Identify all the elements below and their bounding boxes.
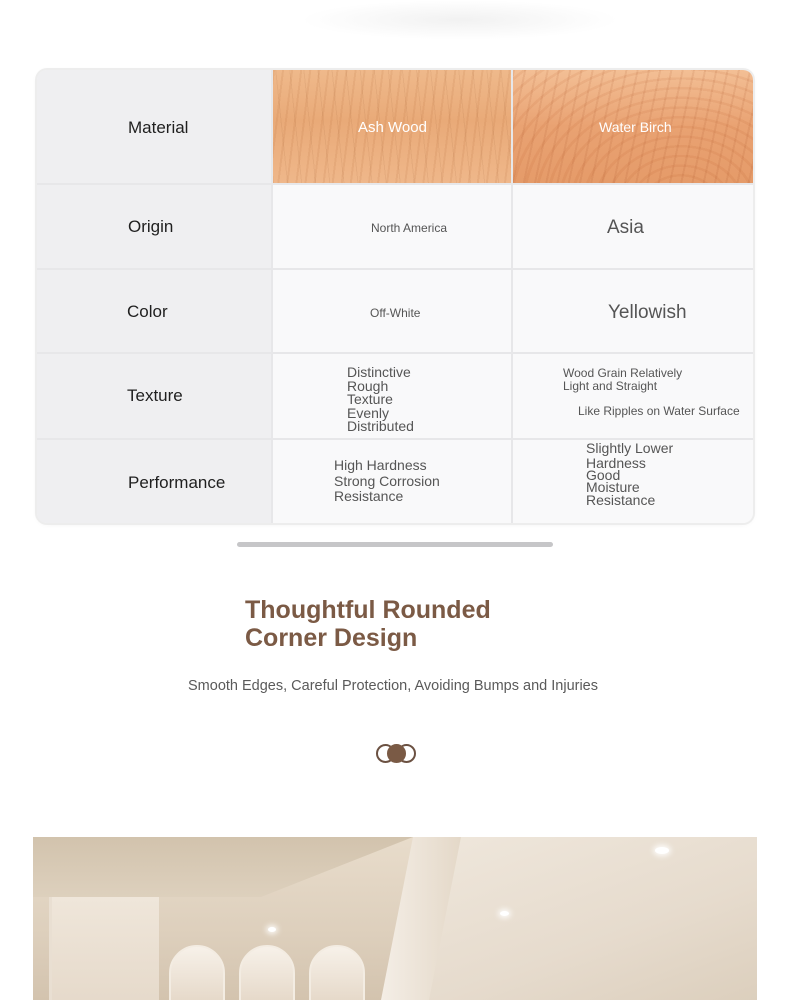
birch-texture-value <box>563 367 682 393</box>
material-comparison-table <box>37 70 753 523</box>
row-label-origin: Origin <box>128 217 174 236</box>
text-line: Resistance <box>334 488 404 504</box>
text-line: Hardness <box>586 455 646 471</box>
water-birch-name: Water Birch <box>599 119 672 135</box>
birch-origin-cell <box>513 185 753 270</box>
horizontal-scrollbar[interactable] <box>237 542 553 547</box>
ash-texture-value <box>347 366 414 434</box>
carousel-indicator <box>375 744 417 764</box>
photo-cabinet-panel <box>49 897 159 1000</box>
photo-arch-niche <box>309 945 365 1000</box>
ash-texture-cell <box>273 354 513 440</box>
text-line: Strong Corrosion <box>334 472 440 489</box>
feature-title <box>245 596 491 652</box>
carousel-dot-2-active[interactable] <box>387 744 406 763</box>
birch-color-value: Yellowish <box>608 302 687 323</box>
text-line: Evenly <box>347 404 390 421</box>
row-label-material: Material <box>128 118 189 137</box>
ash-origin-cell <box>273 185 513 270</box>
ash-origin-value: North America <box>371 221 448 235</box>
birch-texture-cell <box>513 354 753 440</box>
faded-header-graphic <box>300 0 620 40</box>
text-line: Light and Straight <box>563 379 658 393</box>
row-label-cell <box>37 70 273 185</box>
ash-color-cell <box>273 270 513 354</box>
birch-origin-value: Asia <box>607 217 644 238</box>
photo-arch-niche <box>169 945 225 1000</box>
ash-performance-cell <box>273 440 513 523</box>
photo-wall <box>413 837 757 1000</box>
text-line: Slightly Lower <box>586 440 674 456</box>
feature-title-line: Corner Design <box>245 624 418 652</box>
text-line: Good <box>586 467 621 484</box>
text-line: Texture <box>347 391 393 407</box>
feature-title-line: Thoughtful Rounded <box>245 596 491 624</box>
feature-subtitle: Smooth Edges, Careful Protection, Avoiding Bumps and Injuries <box>188 678 598 694</box>
text-line: Rough <box>347 377 389 394</box>
ash-wood-name: Ash Wood <box>358 119 427 136</box>
ceiling-light <box>268 927 276 932</box>
photo-arch-niche <box>239 945 295 1000</box>
text-line: Distinctive <box>347 364 411 380</box>
text-line: Resistance <box>586 491 656 508</box>
text-line: Distributed <box>347 418 414 434</box>
water-birch-swatch <box>513 70 753 185</box>
ceiling-light <box>655 847 669 854</box>
text-line: Moisture <box>586 479 640 496</box>
photo-ceiling <box>33 837 413 897</box>
ash-color-value: Off-White <box>370 306 421 320</box>
interior-photo <box>33 837 757 1000</box>
ash-wood-swatch <box>273 70 513 185</box>
row-label-cell <box>37 440 273 523</box>
row-label-performance: Performance <box>128 473 226 492</box>
row-label-color: Color <box>127 302 168 321</box>
text-line: High Hardness <box>334 457 427 473</box>
birch-performance-value <box>586 440 673 506</box>
ceiling-light <box>500 911 509 916</box>
ash-performance-value <box>334 458 440 505</box>
text-line: Wood Grain Relatively <box>563 366 683 380</box>
row-label-cell <box>37 354 273 440</box>
row-label-texture: Texture <box>127 386 183 405</box>
row-label-cell <box>37 270 273 354</box>
birch-performance-cell <box>513 440 753 523</box>
birch-texture-extra: Like Ripples on Water Surface <box>578 404 740 418</box>
row-label-cell <box>37 185 273 270</box>
birch-color-cell <box>513 270 753 354</box>
